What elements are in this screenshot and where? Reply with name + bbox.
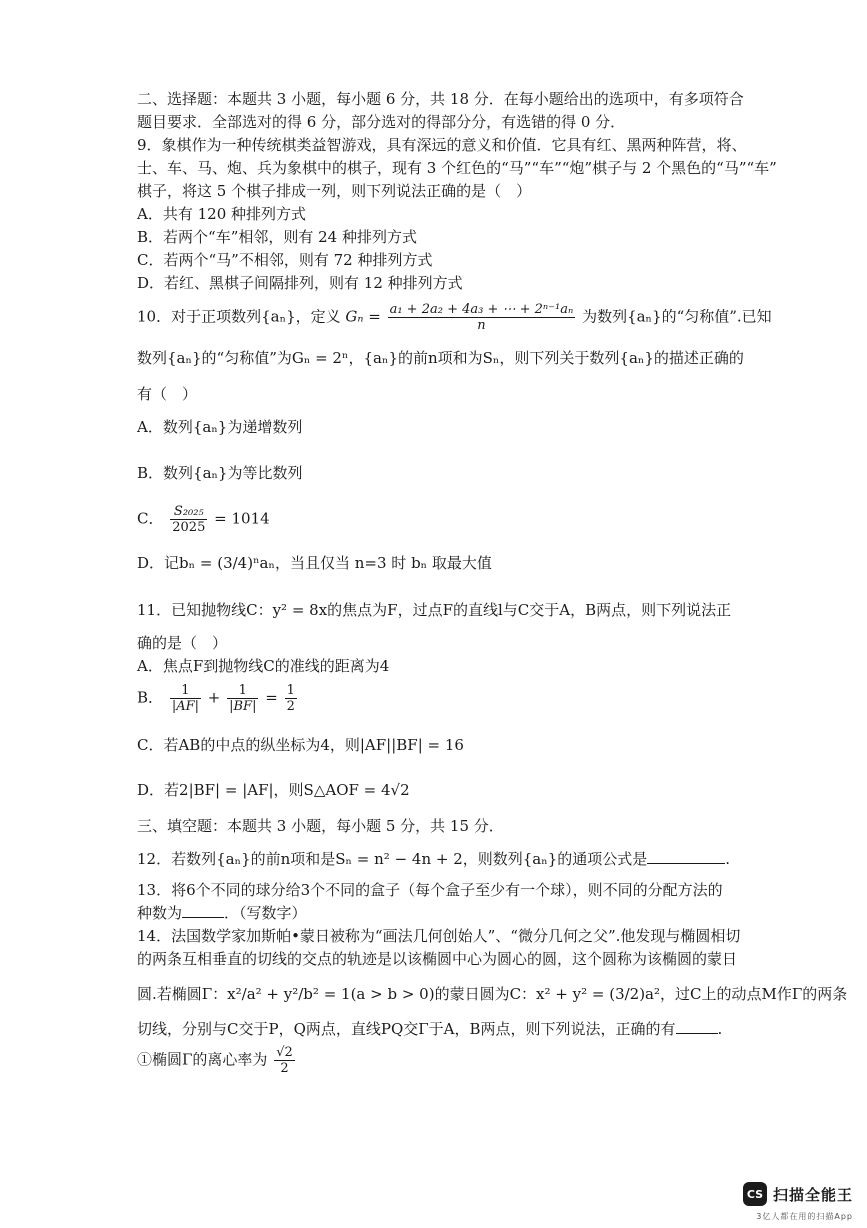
inverse-af-numerator: 1 [170,683,201,699]
question-14-line4-end: . [717,1020,723,1038]
inverse-bf-fraction [227,683,258,714]
gn-lhs: Gₙ = [345,307,381,326]
question-9-line2: 士、车、马、炮、兵为象棋中的棋子，现有 3 个红色的“马”“车”“炮”棋子与 2 个黑色的“马”“车” [137,159,777,177]
camscanner-watermark [743,1182,853,1206]
question-11-line1: 11．已知抛物线C：y² = 8x的焦点为F，过点F的直线l与C交于A，B两点，则下列说法正 [137,601,732,619]
question-10-suffix: 为数列{aₙ}的“匀称值”.已知 [582,307,772,326]
question-9-option-d: D．若红、黑棋子间隔排列，则有 12 种排列方式 [137,274,463,292]
question-10-prefix: 10．对于正项数列{aₙ}，定义 [137,307,341,326]
equals-sign: = [265,688,278,707]
question-10-option-c [137,504,737,535]
gn-denominator: n [477,318,486,333]
eccentricity-numerator: √2 [276,1045,293,1060]
question-10-option-a: A．数列{aₙ}为递增数列 [137,418,303,436]
answer-blank-14 [676,1019,718,1034]
s2025-denominator: 2025 [172,520,206,535]
s2025-numerator: S₂₀₂₅ [170,504,207,520]
question-11-option-d: D．若2|BF| = |AF|，则S△AOF = 4√2 [137,781,410,799]
section-2-heading-line2: 题目要求．全部选对的得 6 分，部分选对的得部分分，有选错的得 0 分． [137,113,626,131]
plus-sign: + [207,688,221,707]
question-11-line2: 确的是（ ） [137,634,228,652]
question-10-line1 [137,302,772,333]
question-10-line2: 数列{aₙ}的“匀称值”为Gₙ = 2ⁿ，{aₙ}的前n项和为Sₙ，则下列关于数列{aₙ}的描述正确的 [137,349,744,367]
inverse-af-fraction [170,683,201,714]
one-half-denominator: 2 [286,699,295,714]
question-14-line4 [137,1018,737,1040]
question-9-option-a: A．共有 120 种排列方式 [137,205,306,223]
question-14-line2: 的两条互相垂直的切线的交点的轨迹是以该椭圆中心为圆心的圆，这个圆称为该椭圆的蒙日 [137,950,738,968]
camscanner-tagline: 3亿人都在用的扫描App [756,1212,853,1221]
question-14-line1: 14．法国数学家加斯帕•蒙日被称为“画法几何创始人”、“微分几何之父”.他发现与椭圆相切 [137,927,741,945]
question-10-option-d: D．记bₙ = (3/4)ⁿaₙ，当且仅当 n=3 时 bₙ 取最大值 [137,554,492,572]
question-14-line3: 圆.若椭圆Γ：x²/a² + y²/b² = 1(a > b > 0)的蒙日圆为C：x² + y² = (3/2)a²，过C上的动点M作Γ的两条 [137,985,848,1003]
question-9-line1: 9．象棋作为一种传统棋类益智游戏，具有深远的意义和价值．它具有红、黑两种阵营，将、 [137,136,747,154]
eccentricity-fraction [274,1045,295,1076]
camscanner-logo-icon: CS [743,1182,767,1206]
option-c-rhs: = 1014 [214,509,270,528]
section-2-heading-line1: 二、选择题：本题共 3 小题，每小题 6 分，共 18 分．在每小题给出的选项中，有多项符合 [137,90,744,108]
question-13-line2 [137,902,737,924]
option-b-label: B． [137,688,164,707]
question-12 [137,848,737,870]
gn-numerator: a₁ + 2a₂ + 4a₃ + ⋯ + 2ⁿ⁻¹aₙ [389,302,574,317]
inverse-bf-numerator: 1 [227,683,258,699]
eccentricity-denominator: 2 [280,1061,289,1076]
question-11-option-b [137,683,737,714]
one-half-numerator: 1 [286,683,295,698]
question-11-option-a: A．焦点F到抛物线C的准线的距离为4 [137,657,390,675]
question-14-item-1 [137,1045,737,1076]
one-half-fraction [285,683,297,714]
camscanner-name: 扫描全能王 [772,1185,853,1204]
question-11-option-c: C．若AB的中点的纵坐标为4，则|AF||BF| = 16 [137,736,464,754]
item-1-text: ①椭圆Γ的离心率为 [137,1050,268,1069]
question-10-line3: 有（ ） [137,385,198,403]
inverse-bf-denominator: |BF| [229,699,257,714]
option-c-label: C． [137,509,164,528]
question-10-option-b: B．数列{aₙ}为等比数列 [137,464,303,482]
question-9-option-c: C．若两个“马”不相邻，则有 72 种排列方式 [137,251,433,269]
section-3-heading: 三、填空题：本题共 3 小题，每小题 5 分，共 15 分． [137,817,504,835]
question-12-text: 12．若数列{aₙ}的前n项和是Sₙ = n² − 4n + 2，则数列{aₙ}的通项公式是 [137,850,648,868]
answer-blank-12 [647,849,725,864]
question-13-text: 种数为 [137,904,183,922]
question-14-line4-text: 切线，分别与C交于P，Q两点，直线PQ交Γ于A，B两点，则下列说法，正确的有 [137,1020,676,1038]
gn-fraction [388,302,576,333]
question-9-option-b: B．若两个“车”相邻，则有 24 种排列方式 [137,228,417,246]
answer-blank-13 [182,903,224,918]
question-9-line3: 棋子，将这 5 个棋子排成一列，则下列说法正确的是（ ） [137,182,532,200]
inverse-af-denominator: |AF| [171,699,199,714]
question-12-end: . [725,850,731,868]
question-13-line1: 13．将6个不同的球分给3个不同的盒子（每个盒子至少有一个球），则不同的分配方法的 [137,881,723,899]
s2025-fraction [170,504,207,535]
question-13-tail: ．（写数字） [224,904,307,922]
